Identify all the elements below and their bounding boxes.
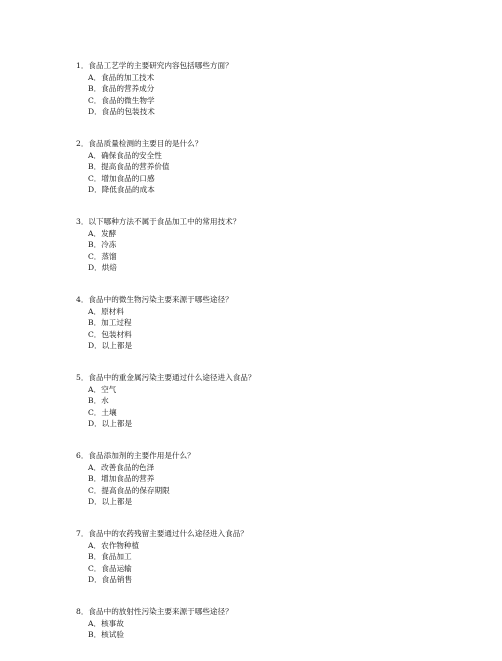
option-c: C．食品运输 [88,563,132,573]
option-b: B．核试验 [88,630,124,639]
question-title: 7．食品中的农药残留主要通过什么途径进入食品？ [76,529,248,538]
option-c: C．增加食品的口感 [88,173,155,183]
option-c: C．提高食品的保存期限 [88,485,170,495]
option-d: D．以上都是 [88,497,133,506]
question-title: 6．食品添加剂的主要作用是什么？ [76,451,195,460]
option-b: B．水 [88,396,109,405]
question-5 [76,372,476,430]
option-c: C．蒸馏 [88,251,117,261]
option-d: D．以上都是 [88,341,133,350]
option-d: D．烘焙 [88,263,117,272]
option-c: C．食品的微生物学 [88,95,155,105]
option-c: C．土壤 [88,407,117,417]
option-a: A．核事故 [88,618,124,628]
option-b: B．增加食品的营养 [88,474,155,483]
option-b: B．食品加工 [88,552,132,561]
option-b: B．提高食品的营养价值 [88,162,170,171]
question-list [76,60,476,661]
question-title: 5．食品中的重金属污染主要通过什么途径进入食品？ [76,373,256,382]
option-b: B．加工过程 [88,318,132,327]
question-title: 8．食品中的放射性污染主要来源于哪些途径？ [76,607,233,616]
question-title: 3．以下哪种方法不属于食品加工中的常用技术？ [76,217,241,226]
option-d: D．食品的包装技术 [88,107,155,116]
option-d: D．降低食品的成本 [88,185,155,194]
option-c: C．包装材料 [88,329,132,339]
question-1 [76,60,476,118]
option-a: A．改善食品的色泽 [88,462,155,472]
question-7 [76,528,476,586]
question-8 [76,606,476,641]
question-2 [76,138,476,196]
question-title: 1．食品工艺学的主要研究内容包括哪些方面？ [76,61,233,70]
option-d: D．食品销售 [88,575,133,584]
option-a: A．食品的加工技术 [88,72,155,82]
option-b: B．食品的营养成分 [88,84,155,93]
option-a: A．农作物种植 [88,540,140,550]
option-a: A．空气 [88,384,117,394]
option-d: D．以上都是 [88,419,133,428]
question-3 [76,216,476,274]
option-a: A．发酵 [88,228,117,238]
option-b: B．冷冻 [88,240,117,249]
question-6 [76,450,476,508]
option-a: A．原材料 [88,306,124,316]
question-title: 4．食品中的微生物污染主要来源于哪些途径？ [76,295,233,304]
question-title: 2．食品质量检测的主要目的是什么？ [76,139,203,148]
option-a: A．确保食品的安全性 [88,150,162,160]
question-4 [76,294,476,352]
